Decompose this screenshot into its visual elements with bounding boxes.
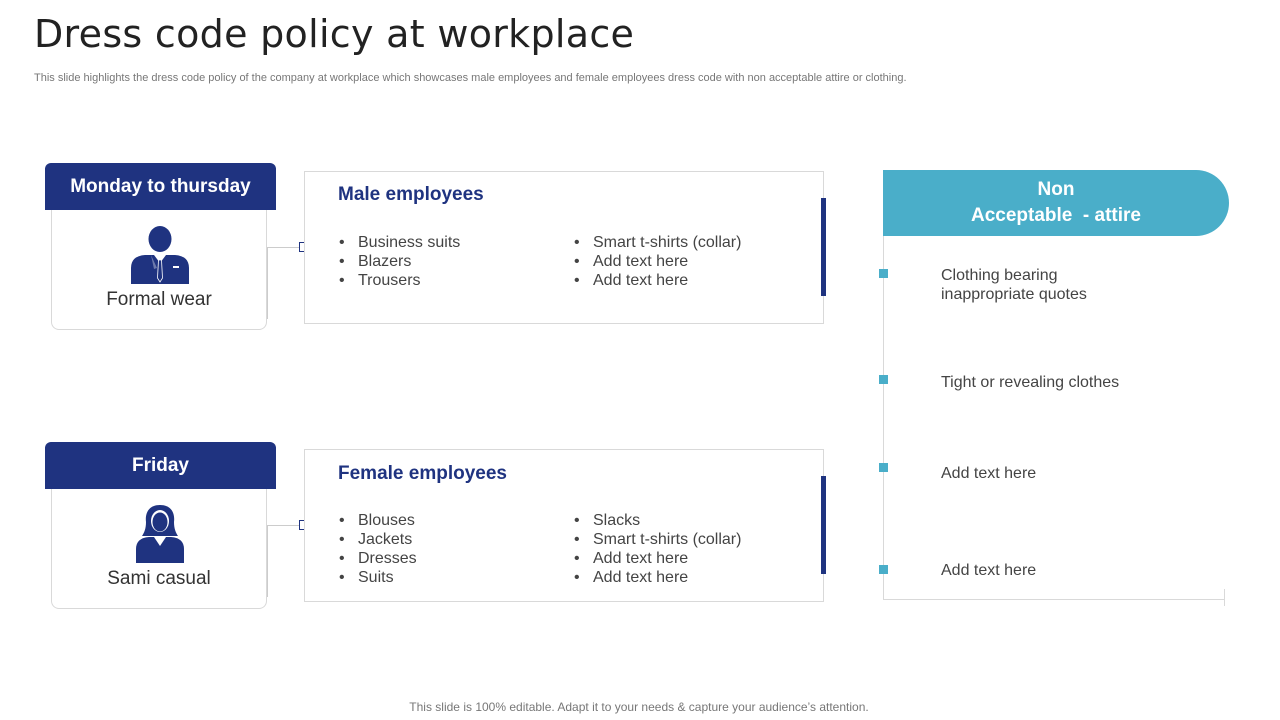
list-item: • Slacks xyxy=(574,511,741,530)
female-employees-title: Female employees xyxy=(338,463,507,484)
male-employees-title: Male employees xyxy=(338,184,484,205)
square-bullet-icon xyxy=(879,463,888,472)
non-acceptable-item: Add text here xyxy=(941,562,1037,579)
page-title: Dress code policy at workplace xyxy=(34,12,635,56)
connector-line xyxy=(267,247,268,319)
schedule-card-friday xyxy=(45,442,276,589)
schedule-day-label: Monday to thursday xyxy=(45,163,276,210)
male-attire-list-2 xyxy=(574,233,741,290)
non-acceptable-item: Clothing bearing inappropriate quotes xyxy=(941,267,1087,303)
non-acceptable-border xyxy=(1224,589,1225,606)
list-item: • Add text here xyxy=(574,252,741,271)
female-employees-panel xyxy=(304,449,824,602)
accent-bar xyxy=(821,198,826,296)
list-item: • Business suits xyxy=(339,233,460,252)
page-subtitle: This slide highlights the dress code policy of the company at workplace which showcases male employees and female employees dress code with non acceptable attire or clothing. xyxy=(34,72,907,84)
connector-line xyxy=(267,525,300,526)
non-acceptable-item: Add text here xyxy=(941,465,1037,482)
list-item: • Smart t-shirts (collar) xyxy=(574,233,741,252)
connector-line xyxy=(267,525,268,597)
list-item: • Dresses xyxy=(339,549,417,568)
list-item: • Add text here xyxy=(574,568,741,587)
list-item: • Add text here xyxy=(574,271,741,290)
list-item: • Smart t-shirts (collar) xyxy=(574,530,741,549)
male-attire-list-1 xyxy=(339,233,460,290)
schedule-card-body xyxy=(51,489,267,609)
list-item: • Trousers xyxy=(339,271,460,290)
list-item: • Add text here xyxy=(574,549,741,568)
non-acceptable-item: Tight or revealing clothes xyxy=(941,374,1120,391)
non-acceptable-border xyxy=(883,236,884,600)
businesswoman-icon xyxy=(129,505,191,563)
non-acceptable-header-line2: Acceptable - attire xyxy=(971,205,1141,226)
non-acceptable-border xyxy=(883,599,1224,600)
businessman-icon xyxy=(129,226,191,284)
list-item: • Blazers xyxy=(339,252,460,271)
wear-label-formal: Formal wear xyxy=(106,289,212,310)
square-bullet-icon xyxy=(879,565,888,574)
female-attire-list-1 xyxy=(339,511,417,587)
wear-label-casual: Sami casual xyxy=(107,568,211,589)
list-item: • Jackets xyxy=(339,530,417,549)
connector-line xyxy=(267,247,300,248)
list-item: • Blouses xyxy=(339,511,417,530)
footer-note: This slide is 100% editable. Adapt it to your needs & capture your audience’s attention. xyxy=(409,700,869,714)
square-bullet-icon xyxy=(879,375,888,384)
list-item: • Suits xyxy=(339,568,417,587)
schedule-card-body xyxy=(51,210,267,330)
female-attire-list-2 xyxy=(574,511,741,587)
schedule-day-label: Friday xyxy=(45,442,276,489)
non-acceptable-header xyxy=(883,170,1229,236)
non-acceptable-header-line1: Non xyxy=(1037,179,1075,200)
schedule-card-weekdays xyxy=(45,163,276,310)
accent-bar xyxy=(821,476,826,574)
male-employees-panel xyxy=(304,171,824,324)
square-bullet-icon xyxy=(879,269,888,278)
